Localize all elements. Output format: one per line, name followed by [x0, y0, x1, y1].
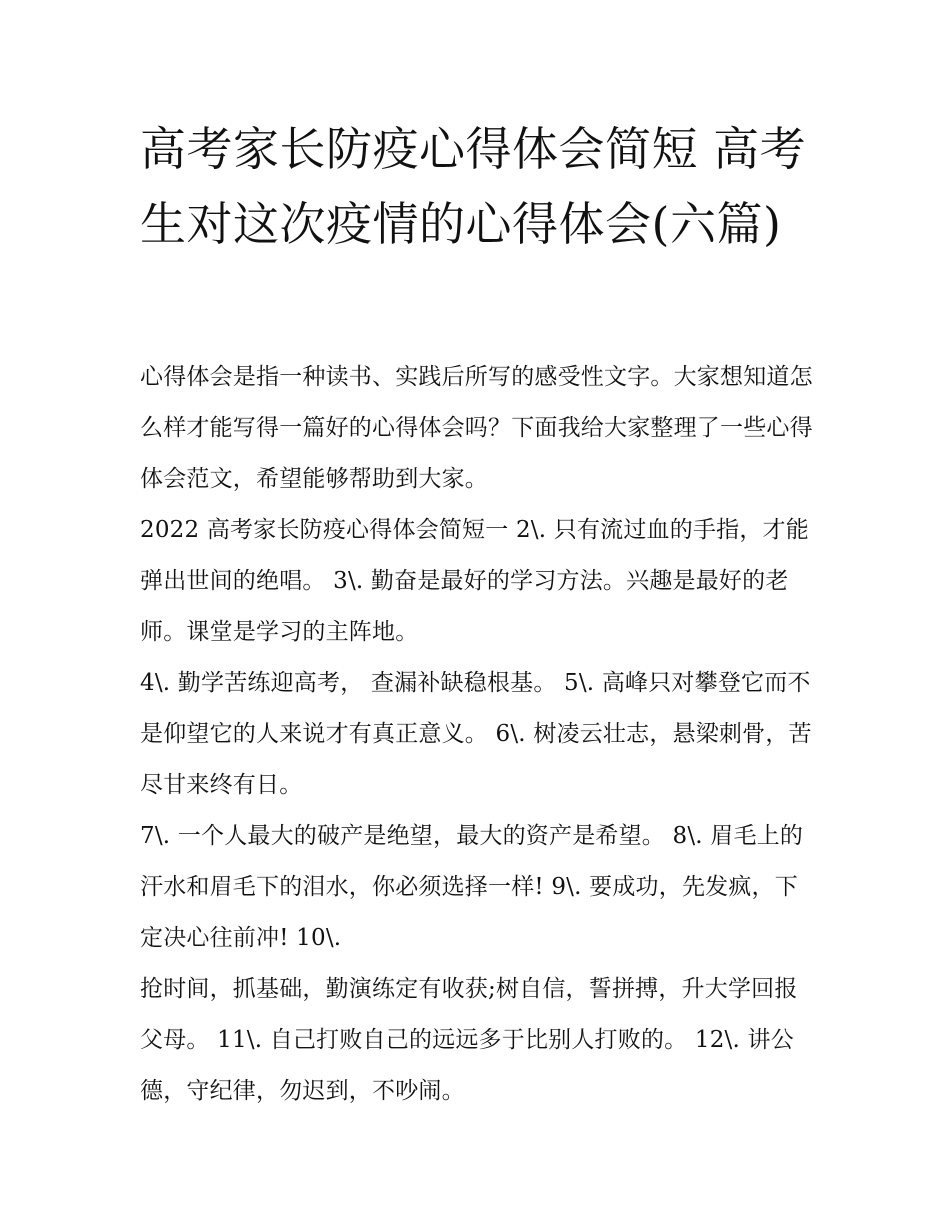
paragraph-2: 2022 高考家长防疫心得体会简短一 2\. 只有流过血的手指，才能弹出世间的绝唱。 3\. 勤奋是最好的学习方法。兴趣是最好的老师。课堂是学习的主阵地。 [140, 517, 809, 645]
paragraph-4: 7\. 一个人最大的破产是绝望，最大的资产是希望。 8\. 眉毛上的汗水和眉毛下的泪水，你必须选择一样! 9\. 要成功，先发疯，下定决心往前冲! 10\. [140, 823, 804, 951]
paragraph-intro: 心得体会是指一种读书、实践后所写的感受性文字。大家想知道怎么样才能写得一篇好的心得体会吗？下面我给大家整理了一些心得体会范文，希望能够帮助到大家。 [140, 364, 813, 492]
paragraph-5: 抢时间，抓基础，勤演练定有收获;树自信，誓拼搏，升大学回报父母。 11\. 自己打败自己的远远多于比别人打败的。 12\. 讲公德，守纪律，勿迟到，不吵闹。 [140, 976, 798, 1104]
paragraph-3: 4\. 勤学苦练迎高考， 查漏补缺稳根基。 5\. 高峰只对攀登它而不是仰望它的人来说才有真正意义。 6\. 树凌云壮志，悬梁刺骨，苦尽甘来终有日。 [140, 670, 812, 798]
document-body [140, 352, 815, 1117]
document-title: 高考家长防疫心得体会简短 高考生对这次疫情的心得体会(六篇) [140, 122, 807, 251]
